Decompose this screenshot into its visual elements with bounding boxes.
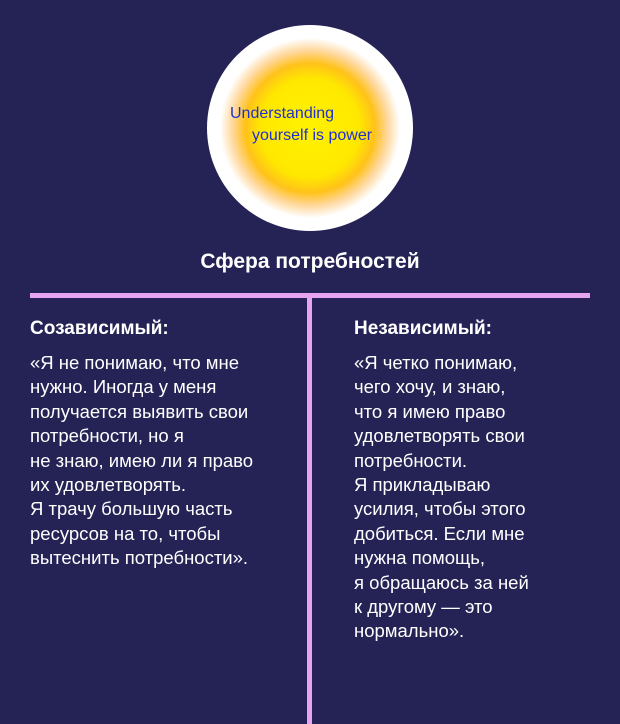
left-text-line: вытеснить потребности». [30, 547, 249, 569]
right-text-line: чего хочу, и знаю, [354, 376, 506, 398]
sun-caption-line1: Understanding [230, 105, 335, 122]
right-text-line: что я имею право [354, 400, 506, 422]
left-column-text [30, 351, 253, 571]
left-text-line: нужно. Иногда у меня [30, 376, 217, 398]
left-text-line: «Я не понимаю, что мне [30, 352, 240, 373]
right-text-line: усилия, чтобы этого [354, 498, 526, 520]
left-text-line: получается выявить свои [30, 400, 249, 422]
right-text-line: нужна помощь, [354, 547, 486, 569]
right-text-line: к другому — это [354, 596, 493, 618]
right-column-heading: Независимый: [354, 318, 492, 339]
left-text-line: ресурсов на то, чтобы [30, 522, 221, 544]
left-column-heading: Созависимый: [30, 318, 169, 339]
sun-caption-line2: yourself is power [252, 127, 373, 144]
right-text-line: потребности. [354, 449, 468, 471]
right-text-line: удовлетворять свои [354, 425, 525, 447]
left-text-line: их удовлетворять. [30, 474, 187, 496]
right-text-line: Я прикладываю [354, 474, 491, 496]
page-title: Сфера потребностей [200, 250, 420, 273]
right-text-line: нормально». [354, 620, 465, 642]
vertical-divider [307, 293, 312, 724]
left-text-line: потребности, но я [30, 425, 184, 447]
right-text-line: я обращаюсь за ней [354, 571, 529, 593]
right-text-line: «Я четко понимаю, [354, 352, 518, 373]
right-column-text [354, 351, 529, 644]
left-text-line: не знаю, имею ли я право [30, 449, 254, 471]
left-text-line: Я трачу большую часть [30, 498, 233, 520]
right-text-line: добиться. Если мне [354, 522, 525, 544]
